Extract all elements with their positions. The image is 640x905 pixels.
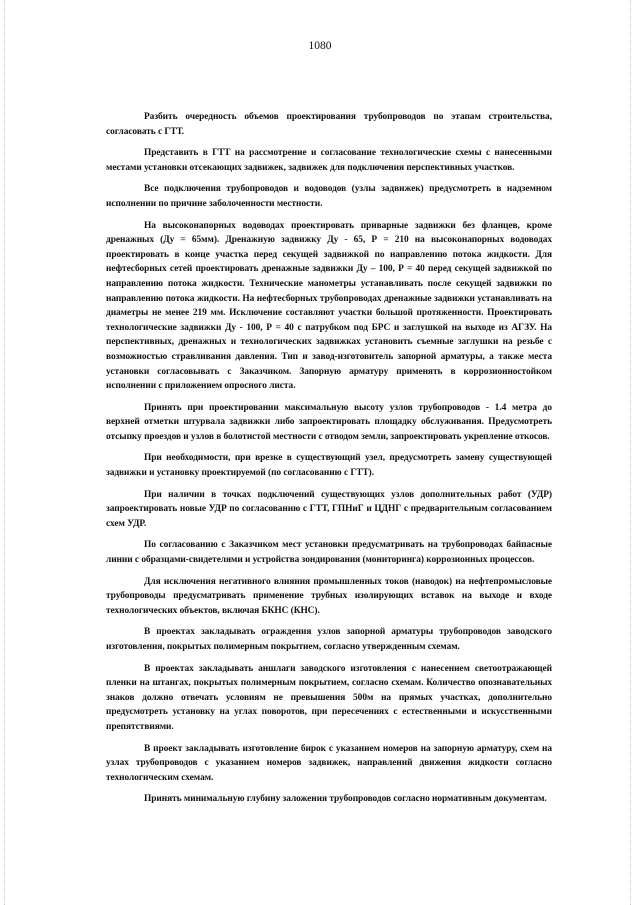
paragraph-valve-replacement: При необходимости, при врезке в существующий узел, предусмотреть замену существующей задвижки и установку проектируемой (по согласованию с ГТТ). [106,453,552,479]
paragraph-depth: Принять минимальную глубину заложения трубопроводов согласно нормативным документам. [144,794,547,805]
scan-edge-left [4,0,6,905]
paragraph-bypass-lines: По согласованию с Заказчиком мест установки предусматривать на трубопроводах байпасные линии с образцами-свидетелями и устройства зондирования (мониторинга) коррозионных процессов. [106,540,552,566]
paragraph-tags: В проект закладывать изготовление бирок с указанием номеров на запорную арматуру, схем на узлах трубопроводов с указанием номеров задвижек, направлений движения жидкости согласно технологическим схемам. [106,743,552,783]
paragraph-tech-schemes: Представить в ГТТ на рассмотрение и согласование технологические схемы с нанесенными местами установки отсекающих задвижек, задвижек для подключения перспективных участков. [106,148,552,173]
page-number: 1080 [308,40,332,52]
paragraph-insulating-inserts: Для исключения негативного влияния промышленных токов (наводок) на нефтепромысловые трубопроводы предусматривать применение трубных изолирующих вставок на выходе и входе технологических объектов, включая БКНС (КНС). [106,576,552,616]
paragraph-above-ground: Все подключения трубопроводов и водоводов (узлы задвижек) предусмотреть в надземном исполнении по причине заболоченности местности. [106,184,552,209]
paragraph-node-height: Принять при проектировании максимальную высоту узлов трубопроводов - 1.4 метра до верхней отметки штурвала задвижки либо запроектировать площадку обслуживания. Предусмотреть отсыпку проездов и узлов в болотистой местности с отводом земли, запроектировать укрепление откосов. [106,402,552,442]
paragraph-udr: При наличии в точках подключений существующих узлов дополнительных работ (УДР) запроектировать новые УДР по согласованию с ГТТ, ГПНиГ и ЦДНГ с предварительным согласованием схем УДР. [106,489,552,529]
paragraph-valves: На высоконапорных водоводах проектировать приварные задвижки без фланцев, кроме дренажных (Ду = 65мм). Дренажную задвижку Ду - 65, Р = 210 на высоконапорных водоводах проектировать в конце участка перед секущей задвижкой по направлению потока жидкости. Для нефтесборных сетей проектировать дренажные задвижки Ду – 100, Р = 40 перед секущей задвижкой по направлению потока жидкости. Технические манометры устанавливать после секущей задвижки по направлению потока жидкости. На нефтесборных трубопроводах дренажные задвижки устанавливать на диаметры не менее 219 мм. Исключение составляют участки большой протяженности. Проектировать технологические задвижки Ду - 100, Р = 40 с патрубком под БРС и заглушкой на выходе из АГЗУ. На перспективных, дренажных и технологических задвижках установить съемные заглушки на резьбе с возможностью стравливания давления. Тип и завод-изготовитель запорной арматуры, а также места установки согласовывать с Заказчиком. Запорную арматуру применять в коррозионностойком исполнении с приложением опросного листа. [106,220,552,392]
scan-edge-right [630,0,632,905]
paragraph-signage: В проектах закладывать аншлаги заводского изготовления с нанесением светоотражающей пленки на штангах, покрытых полимерным покрытием, согласно схемам. Количество опознавательных знаков должно отвечать условиям не превышения 500м на прямых участках, дополнительно предусмотреть установку на углах поворотов, при пересечениях с естественными и искусственными препятствиями. [106,663,552,732]
paragraph-stage-order: Разбить очередность объемов проектирования трубопроводов по этапам строительства, согласовать с ГТТ. [106,112,552,137]
document-body [106,110,552,814]
paragraph-fencing: В проектах закладывать ограждения узлов запорной арматуры трубопроводов заводского изготовления, покрытых полимерным покрытием, согласно утвержденным схемам. [106,627,552,652]
